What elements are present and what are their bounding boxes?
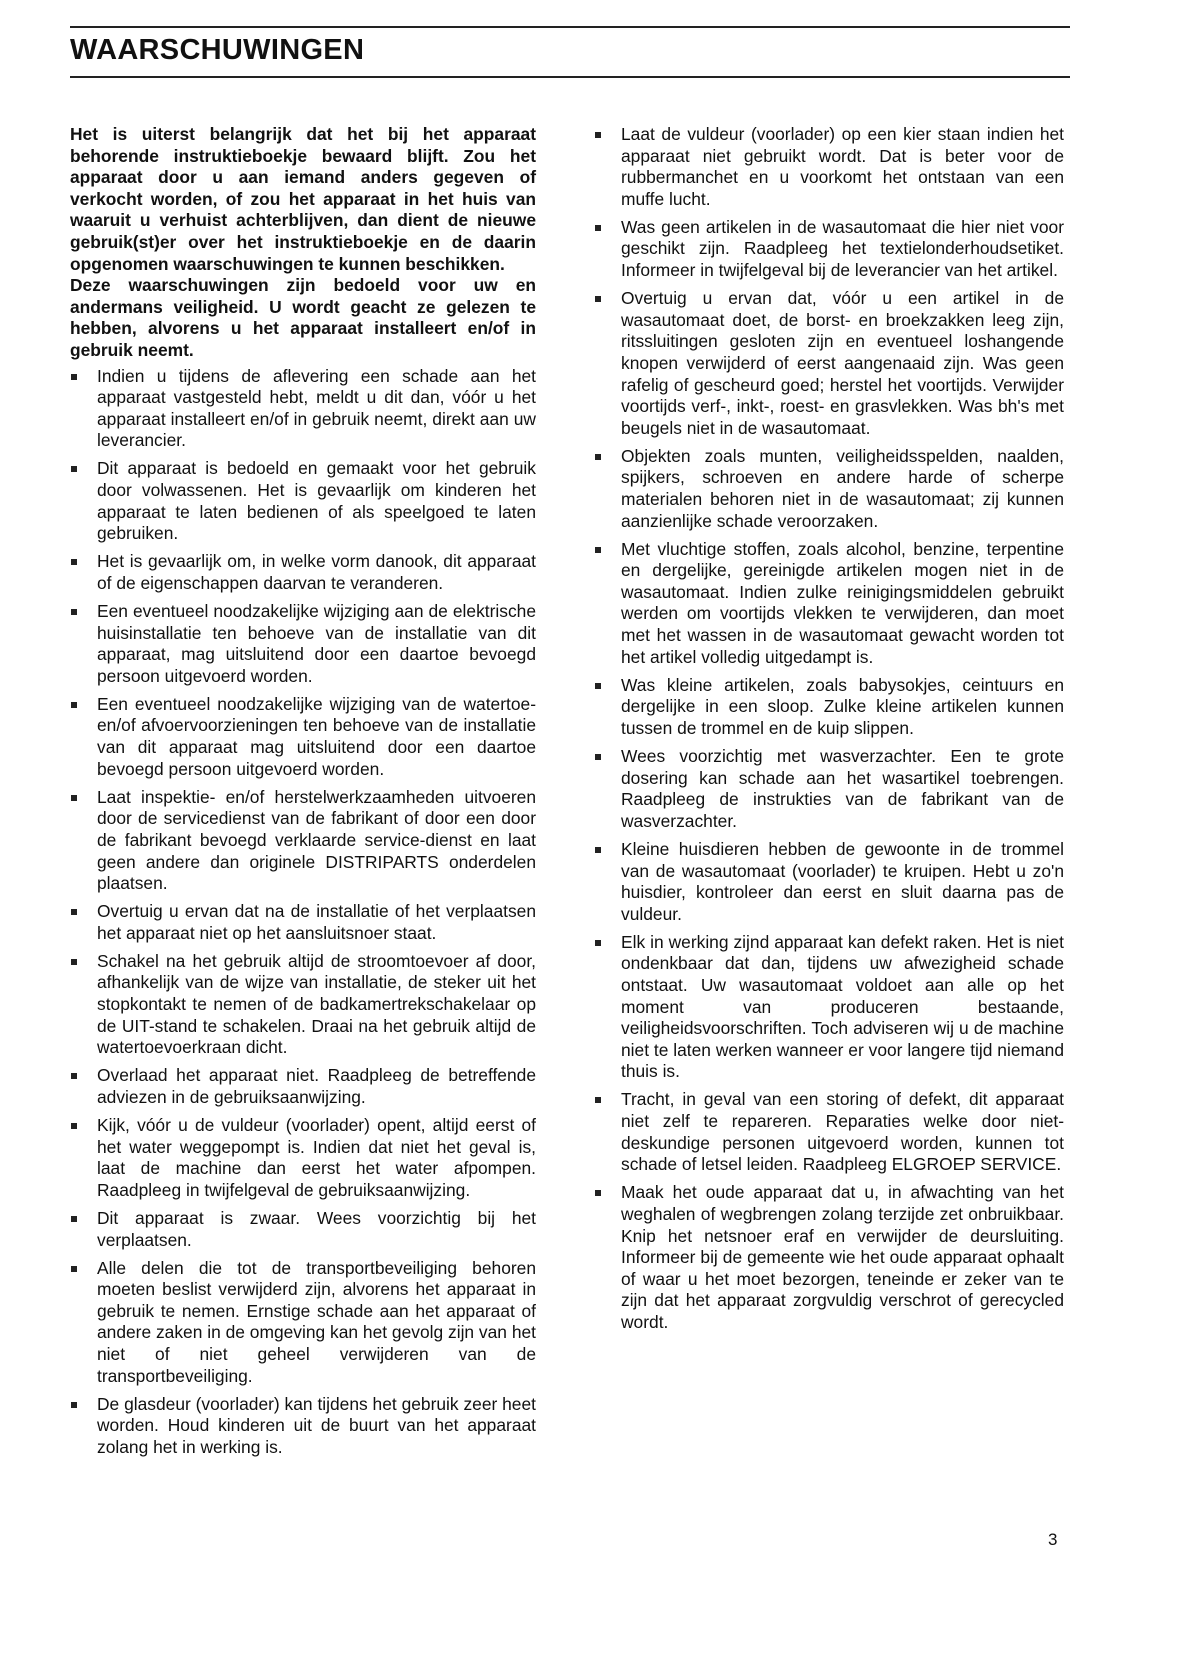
warning-item [70, 366, 536, 452]
bullet-icon [71, 1216, 77, 1222]
bullet-icon [595, 940, 601, 946]
bullet-icon [595, 1097, 601, 1103]
warning-text: Het is gevaarlijk om, in welke vorm danook, dit apparaat of de eigenschappen daarvan te veranderen. [97, 551, 536, 593]
bullet-icon [71, 374, 77, 380]
bullet-icon [71, 959, 77, 965]
warning-text: Tracht, in geval van een storing of defekt, dit apparaat niet zelf te repareren. Reparaties welke door niet-deskundige personen uitgevoerd worden, kunnen tot schade of letsel leiden. Raadpleeg ELGROEP SERVICE. [621, 1089, 1064, 1175]
warning-item [70, 1208, 536, 1251]
bullet-icon [595, 547, 601, 553]
page-title: WAARSCHUWINGEN [70, 34, 365, 66]
warning-item [594, 217, 1064, 282]
warning-text: Met vluchtige stoffen, zoals alcohol, benzine, terpentine en dergelijke, gereinigde artikelen mogen niet in de wasautomaat. Indien zulke reinigingsmiddelen gebruikt werden om voortijds vlekken te verwijderen, dan moet met het wassen in de wasautomaat gewacht worden tot het artikel volledig uitgedampt is. [621, 538, 1064, 667]
warning-text: Dit apparaat is zwaar. Wees voorzichtig bij het verplaatsen. [97, 1207, 536, 1250]
warning-item [594, 288, 1064, 439]
warning-item [70, 1065, 536, 1108]
bullet-icon [71, 1266, 77, 1272]
warning-text: Elk in werking zijnd apparaat kan defekt raken. Het is niet ondenkbaar dat dan, tijdens uw afwezigheid schade ontstaat. Uw wasautomaat voldoet aan alle op het moment van produceren bestaande, veiligheidsvoorschriften. Toch adviseren wij u de machine niet te laten werken wanneer er voor langere tijd niemand thuis is. [621, 931, 1064, 1082]
warning-item [594, 1182, 1064, 1333]
intro-paragraph: Deze waarschuwingen zijn bedoeld voor uw en andermans veiligheid. U wordt geacht ze gelezen te hebben, alvorens u het apparaat installeert en/of in gebruik neemt. [70, 275, 536, 360]
warning-item [70, 787, 536, 895]
warning-item [70, 901, 536, 944]
title-underline [70, 76, 1070, 78]
top-rule [70, 26, 1070, 28]
warning-item [70, 601, 536, 687]
warning-item [594, 446, 1064, 532]
warning-text: Maak het oude apparaat dat u, in afwachting van het weghalen of wegbrengen zolang terzijde zet onbruikbaar. Knip het netsnoer eraf en verwijder de deursluiting. Informeer bij de gemeente wie het oude apparaat ophaalt of waar u het moet bezorgen, teneinde er zeker van te zijn dat het apparaat zorgvuldig verschrot of gerecycled wordt. [621, 1182, 1064, 1332]
warning-text: Indien u tijdens de aflevering een schade aan het apparaat vastgesteld hebt, meldt u dit dan, vóór u het apparaat installeert en/of in gebruik neemt, direkt aan uw leverancier. [97, 365, 536, 451]
page-number: 3 [1048, 1530, 1058, 1549]
bullet-icon [595, 754, 601, 760]
left-column [70, 124, 536, 1465]
warning-item [70, 1258, 536, 1388]
warning-text: Alle delen die tot de transportbeveiliging behoren moeten beslist verwijderd zijn, alvorens het apparaat in gebruik te nemen. Ernstige schade aan het apparaat of andere zaken in de omgeving kan het gevolg zijn van het niet of niet geheel verwijderen van de transportbeveiliging. [97, 1257, 536, 1386]
warning-text: Was kleine artikelen, zoals babysokjes, ceintuurs en dergelijke in een sloop. Zulke kleine artikelen kunnen tussen de trommel en de kuip slippen. [621, 674, 1064, 738]
warning-text: Schakel na het gebruik altijd de stroomtoevoer af door, afhankelijk van de wijze van installatie, de steker uit het stopkontakt te nemen of de badkamertrekschakelaar op de UIT-stand te schakelen. Draai na het gebruik altijd de watertoevoerkraan dicht. [97, 950, 536, 1058]
warning-item [594, 1089, 1064, 1175]
warning-text: Was geen artikelen in de wasautomaat die hier niet voor geschikt zijn. Raadpleeg het textielonderhoudsetiket. Informeer in twijfelgeval bij de leverancier van het artikel. [621, 216, 1064, 281]
warning-text: Kleine huisdieren hebben de gewoonte in de trommel van de wasautomaat (voorlader) te kruipen. Hebt u zo'n huisdier, kontroleer dan eerst en sluit daarna pas de vuldeur. [621, 838, 1064, 924]
right-column [594, 124, 1064, 1340]
bullet-icon [595, 132, 601, 138]
warning-text: De glasdeur (voorlader) kan tijdens het gebruik zeer heet worden. Houd kinderen uit de buurt van het apparaat zolang het in werking is. [97, 1393, 536, 1457]
warning-list-right [594, 124, 1064, 1333]
warning-item [594, 124, 1064, 210]
bullet-icon [71, 466, 77, 472]
intro-paragraph: Het is uiterst belangrijk dat het bij het apparaat behorende instruktieboekje bewaard blijft. Zou het apparaat door u aan iemand anders gegeven of verkocht worden, of zou het apparaat in het huis van waaruit u verhuist achterblijven, dan dient de nieuwe gebruik(st)er over het instruktieboekje en de daarin opgenomen waarschuwingen te kunnen beschikken. [70, 124, 536, 274]
bullet-icon [595, 1190, 601, 1196]
warning-text: Kijk, vóór u de vuldeur (voorlader) opent, altijd eerst of het water weggepompt is. Indien dat niet het geval is, laat de machine dan eerst het water afpompen. Raadpleeg in twijfelgeval de gebruiksaanwijzing. [97, 1115, 536, 1200]
bullet-icon [595, 454, 601, 460]
bullet-icon [71, 609, 77, 615]
warning-text: Objekten zoals munten, veiligheidsspelden, naalden, spijkers, schroeven en andere harde of scherpe materialen behoren niet in de wasautomaat; zij kunnen aanzienlijke schade veroorzaken. [621, 445, 1064, 531]
warning-item [594, 932, 1064, 1083]
warning-item [594, 539, 1064, 669]
warning-text: Overtuig u ervan dat, vóór u een artikel in de wasautomaat doet, de borst- en broekzakken leeg zijn, ritssluitingen gesloten zijn en eventueel loshangende knopen verwijderd of eerst aangenaaid zijn. Was geen rafelig of gescheurd goed; herstel het voortijds. Verwijder voortijds verf-, inkt-, roest- en grasvlekken. Was bh's met beugels niet in de wasautomaat. [621, 288, 1064, 438]
bullet-icon [71, 795, 77, 801]
bullet-icon [71, 559, 77, 565]
warning-item [594, 746, 1064, 832]
warning-item [70, 951, 536, 1059]
bullet-icon [595, 296, 601, 302]
warning-text: Wees voorzichtig met wasverzachter. Een te grote dosering kan schade aan het wasartikel toebrengen. Raadpleeg de instrukties van de fabrikant van de wasverzachter. [621, 746, 1064, 831]
warning-text: Overlaad het apparaat niet. Raadpleeg de betreffende adviezen in de gebruiksaanwijzing. [97, 1065, 536, 1107]
bullet-icon [595, 847, 601, 853]
warning-list-left [70, 366, 536, 1459]
warning-item [594, 675, 1064, 740]
bullet-icon [71, 1123, 77, 1129]
bullet-icon [71, 1073, 77, 1079]
warning-item [70, 694, 536, 780]
warning-item [70, 551, 536, 594]
warning-item [594, 839, 1064, 925]
bullet-icon [71, 1402, 77, 1408]
warning-text: Overtuig u ervan dat na de installatie of het verplaatsen het apparaat niet op het aansluitsnoer staat. [97, 901, 536, 943]
bullet-icon [595, 683, 601, 689]
warning-text: Dit apparaat is bedoeld en gemaakt voor het gebruik door volwassenen. Het is gevaarlijk om kinderen het apparaat te laten bedienen of als speelgoed te laten gebruiken. [97, 458, 536, 544]
warning-text: Laat de vuldeur (voorlader) op een kier staan indien het apparaat niet gebruikt wordt. Dat is beter voor de rubbermanchet en u voorkomt het ontstaan van een muffe lucht. [621, 124, 1064, 209]
bullet-icon [595, 225, 601, 231]
warning-text: Laat inspektie- en/of herstelwerkzaamheden uitvoeren door de servicedienst van de fabrikant of door een door de fabrikant bevoegd verklaarde service-dienst en laat geen andere dan originele DISTRIPARTS onderdelen plaatsen. [97, 786, 536, 894]
bullet-icon [71, 702, 77, 708]
warning-item [70, 1394, 536, 1459]
warning-text: Een eventueel noodzakelijke wijziging aan de elektrische huisinstallatie ten behoeve van de installatie van dit apparaat, mag uitsluitend door een daartoe bevoegd persoon uitgevoerd worden. [97, 600, 536, 686]
bullet-icon [71, 909, 77, 915]
warning-text: Een eventueel noodzakelijke wijziging van de watertoe- en/of afvoervoorzieningen ten behoeve van de installatie van dit apparaat mag uitsluitend door een daartoe bevoegd persoon uitgevoerd worden. [97, 693, 536, 779]
warning-item [70, 1115, 536, 1201]
warning-item [70, 458, 536, 544]
